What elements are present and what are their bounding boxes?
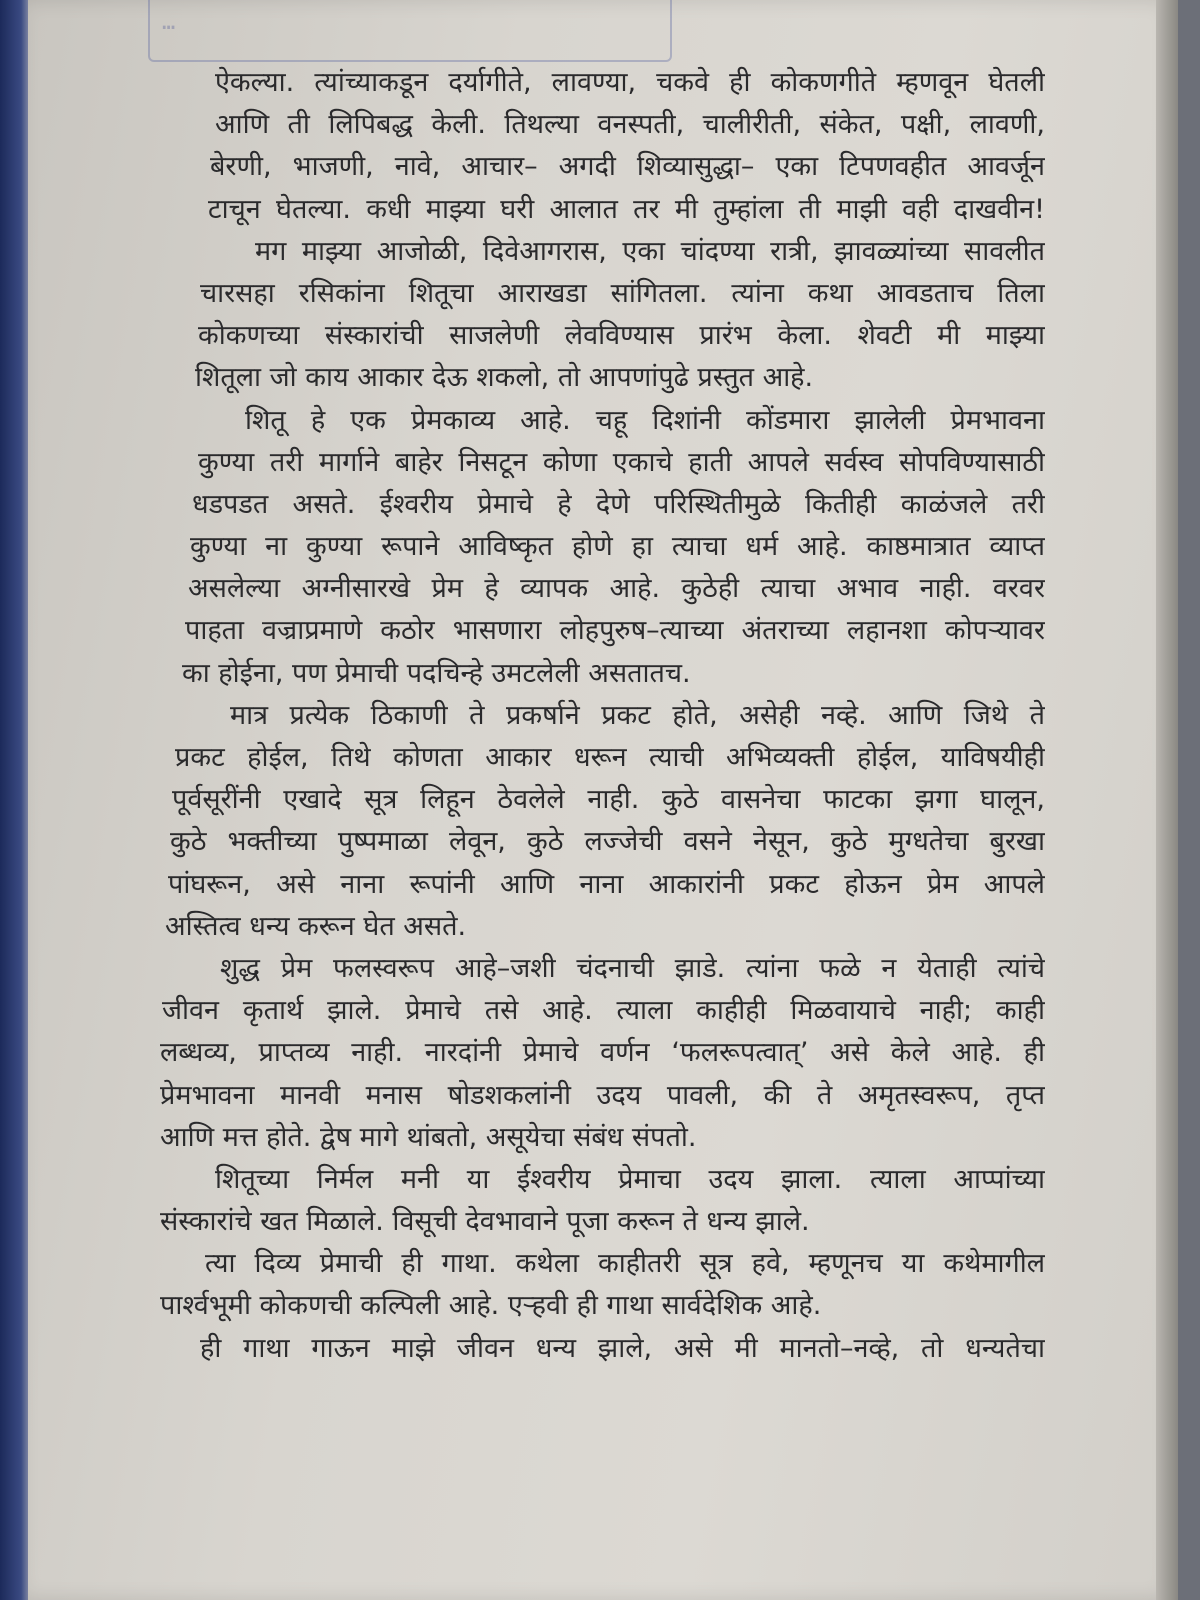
text-line: धडपडत असते. ईश्वरीय प्रेमाचे हे देणे परिस्थितीमुळे कितीही काळंजले तरी [192, 488, 1045, 520]
text-line: मग माझ्या आजोळी, दिवेआगरास, एका चांदण्या रात्री, झावळ्यांच्या सावलीत [255, 235, 1045, 267]
text-line: असलेल्या अग्नीसारखे प्रेम हे व्यापक आहे. कुठेही त्याचा अभाव नाही. वरवर [188, 573, 1045, 605]
book-binding-edge [0, 0, 30, 1600]
text-line: पूर्वसूरींनी एखादे सूत्र लिहून ठेवलेले नाही. कुठे वासनेचा फाटका झगा घालून, [172, 784, 1045, 816]
text-line: संस्कारांचे खत मिळाले. विसूची देवभावाने पूजा करून ते धन्य झाले. [160, 1206, 810, 1238]
text-line: शितूच्या निर्मल मनी या ईश्वरीय प्रेमाचा उदय झाला. त्याला आप्पांच्या [215, 1163, 1045, 1195]
library-stamp [148, 0, 672, 62]
text-line: शुद्ध प्रेम फलस्वरूप आहे–जशी चंदनाची झाडे. त्यांना फळे न येताही त्यांचे [220, 952, 1045, 984]
text-line: बेरणी, भाजणी, नावे, आचार– अगदी शिव्यासुद्धा– एका टिपणवहीत आवर्जून [210, 151, 1045, 183]
text-line: कोकणच्या संस्कारांची साजलेणी लेवविण्यास प्रारंभ केला. शेवटी मी माझ्या [198, 320, 1045, 352]
text-line: प्रेमभावना मानवी मनास षोडशकलांनी उदय पावली, की ते अमृतस्वरूप, तृप्त [160, 1079, 1045, 1111]
library-stamp-text: … [162, 10, 178, 35]
page-body-text [160, 62, 1045, 1370]
text-line: शितू हे एक प्रेमकाव्य आहे. चहू दिशांनी कोंडमारा झालेली प्रेमभावना [245, 404, 1045, 436]
text-line: पांघरून, असे नाना रूपांनी आणि नाना आकारांनी प्रकट होऊन प्रेम आपले [168, 868, 1045, 900]
text-line: शितूला जो काय आकार देऊ शकलो, तो आपणांपुढे प्रस्तुत आहे. [195, 362, 814, 394]
text-line: कुठे भक्तीच्या पुष्पमाळा लेवून, कुठे लज्जेची वसने नेसून, कुठे मुग्धतेचा बुरखा [170, 826, 1045, 858]
text-line: टाचून घेतल्या. कधी माझ्या घरी आलात तर मी तुम्हांला ती माझी वही दाखवीन! [208, 193, 1045, 225]
text-line: कुण्या तरी मार्गाने बाहेर निसटून कोणा एकाचे हाती आपले सर्वस्व सोपविण्यासाठी [198, 446, 1045, 478]
text-line: जीवन कृतार्थ झाले. प्रेमाचे तसे आहे. त्याला काहीही मिळवायाचे नाही; काही [162, 995, 1045, 1027]
text-line: आणि ती लिपिबद्ध केली. तिथल्या वनस्पती, चालीरीती, संकेत, पक्षी, लावणी, [215, 109, 1045, 141]
text-line: अस्तित्व धन्य करून घेत असते. [165, 910, 467, 942]
text-line: आणि मत्त होते. द्वेष मागे थांबतो, असूयेचा संबंध संपतो. [160, 1121, 697, 1153]
text-line: पाहता वज्राप्रमाणे कठोर भासणारा लोहपुरुष–त्याच्या अंतराच्या लहानशा कोपऱ्यावर [185, 615, 1045, 647]
text-line: लब्धव्य, प्राप्तव्य नाही. नारदांनी प्रेमाचे वर्णन ‘फलरूपत्वात्’ असे केले आहे. ही [160, 1037, 1045, 1069]
text-line: कुण्या ना कुण्या रूपाने आविष्कृत होणे हा त्याचा धर्म आहे. काष्ठमात्रात व्याप्त [190, 531, 1045, 563]
text-line: ऐकल्या. त्यांच्याकडून दर्यागीते, लावण्या, चकवे ही कोकणगीते म्हणवून घेतली [215, 67, 1045, 98]
text-line: ही गाथा गाऊन माझे जीवन धन्य झाले, असे मी मानतो–नव्हे, तो धन्यतेचा [200, 1332, 1045, 1364]
page-curl-shadow [1156, 0, 1178, 1600]
text-line: चारसहा रसिकांना शितूचा आराखडा सांगितला. त्यांना कथा आवडताच तिला [200, 277, 1045, 309]
text-line: प्रकट होईल, तिथे कोणता आकार धरून त्याची अभिव्यक्ती होईल, याविषयीही [175, 742, 1045, 773]
text-line: मात्र प्रत्येक ठिकाणी ते प्रकर्षाने प्रकट होते, असेही नव्हे. आणि जिथे ते [230, 699, 1045, 731]
text-line: त्या दिव्य प्रेमाची ही गाथा. कथेला काहीतरी सूत्र हवे, म्हणूनच या कथेमागील [205, 1248, 1045, 1280]
text-line: का होईना, पण प्रेमाची पदचिन्हे उमटलेली असतातच. [182, 657, 691, 689]
text-line: पार्श्वभूमी कोकणची कल्पिली आहे. एऱ्हवी ही गाथा सार्वदेशिक आहे. [160, 1290, 822, 1322]
